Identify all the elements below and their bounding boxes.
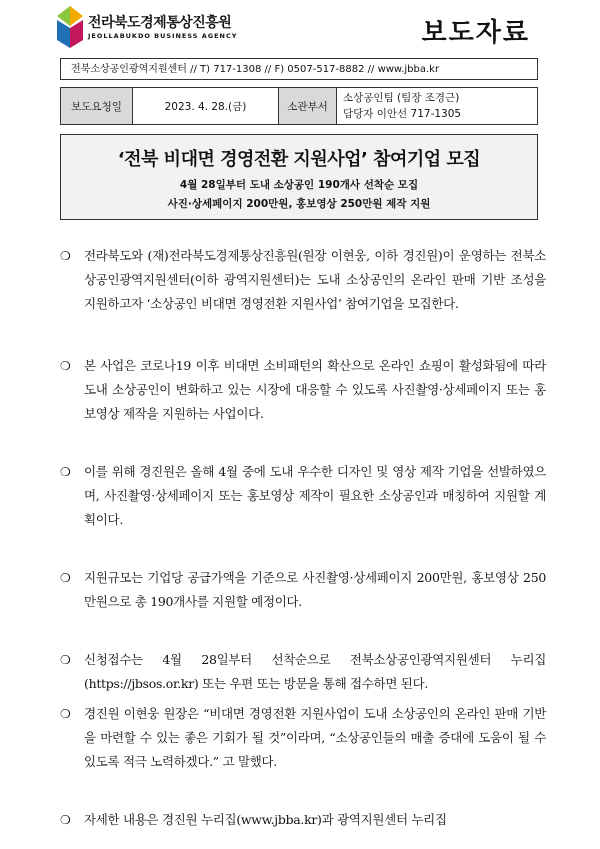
bullet-icon: ❍ xyxy=(60,571,71,585)
paragraph xyxy=(60,244,546,316)
page-header xyxy=(0,0,600,60)
agency-logo-icon xyxy=(57,6,83,48)
contact-bar: 전북소상공인광역지원센터 // T) 717-1308 // F) 0507-517-8882 // www.jbba.kr xyxy=(60,58,538,80)
bullet-icon: ❍ xyxy=(60,707,71,721)
paragraph-text: 본 사업은 코로나19 이후 비대면 소비패턴의 확산으로 온라인 쇼핑이 활성화됨에 따라 도내 소상공인이 변화하고 있는 시장에 대응할 수 있도록 사진촬영·상세페이지 또는 홍보영상 제작을 지원하는 사업이다. xyxy=(84,358,546,421)
dept-label: 소관부서 xyxy=(279,88,337,124)
org-name-en: JEOLLABUKDO BUSINESS AGENCY xyxy=(88,32,238,40)
doc-type-title: 보도자료 xyxy=(421,18,530,48)
dept-cell xyxy=(337,88,537,124)
bullet-icon: ❍ xyxy=(60,465,71,479)
bullet-icon: ❍ xyxy=(60,653,71,667)
dept-value: 소상공인팀 (팀장 조경근) xyxy=(343,92,460,104)
subtitle-1: 4월 28일부터 도내 소상공인 190개사 선착순 모집 xyxy=(179,179,419,191)
org-name: 전라북도경제통상진흥원 xyxy=(88,15,232,31)
paragraph xyxy=(60,460,546,532)
paragraph-text: 전라북도와 (재)전라북도경제통상진흥원(원장 이현웅, 이하 경진원)이 운영하는 전북소상공인광역지원센터(이하 광역지원센터)는 도내 소상공인의 온라인 판매 기반 조성을 지원하고자 ‘소상공인 비대면 경영전환 지원사업’ 참여기업을 모집한다. xyxy=(84,248,546,311)
bullet-icon: ❍ xyxy=(60,249,71,263)
date-label: 보도요청일 xyxy=(61,88,133,124)
paragraph-text: 신청접수는 4월 28일부터 선착순으로 전북소상공인광역지원센터 누리집(https://jbsos.or.kr) 또는 우편 또는 방문을 통해 접수하면 된다. xyxy=(84,652,546,691)
subtitle-2: 사진·상세페이지 200만원, 홍보영상 250만원 제작 지원 xyxy=(167,198,431,210)
paragraph-text: 자세한 내용은 경진원 누리집(www.jbba.kr)과 광역지원센터 누리집 xyxy=(84,812,447,827)
bullet-icon: ❍ xyxy=(60,359,71,373)
paragraph xyxy=(60,648,546,696)
paragraph xyxy=(60,354,546,426)
paragraph xyxy=(60,566,546,614)
paragraph-text: 이를 위해 경진원은 올해 4월 중에 도내 우수한 디자인 및 영상 제작 기업을 선발하였으며, 사진촬영·상세페이지 또는 홍보영상 제작이 필요한 소상공인과 매칭하여 지원할 계획이다. xyxy=(84,464,546,527)
paragraph xyxy=(60,702,546,774)
title-box xyxy=(60,134,538,220)
bullet-icon: ❍ xyxy=(60,813,71,827)
contact-value: 담당자 이안선 717-1305 xyxy=(343,108,462,120)
paragraph-text: 지원규모는 기업당 공급가액을 기준으로 사진촬영·상세페이지 200만원, 홍보영상 250만원으로 총 190개사를 지원할 예정이다. xyxy=(84,570,546,609)
info-table xyxy=(60,87,538,125)
main-title: ‘전북 비대면 경영전환 지원사업’ 참여기업 모집 xyxy=(117,149,481,170)
article-body xyxy=(60,244,546,832)
paragraph-text: 경진원 이현웅 원장은 “비대면 경영전환 지원사업이 도내 소상공인의 온라인 판매 기반을 마련할 수 있는 좋은 기회가 될 것”이라며, “소상공인들의 매출 증대에 도움이 될 수 있도록 적극 노력하겠다.” 고 말했다. xyxy=(84,706,546,769)
paragraph xyxy=(60,808,546,832)
date-value: 2023. 4. 28.(금) xyxy=(133,88,279,124)
